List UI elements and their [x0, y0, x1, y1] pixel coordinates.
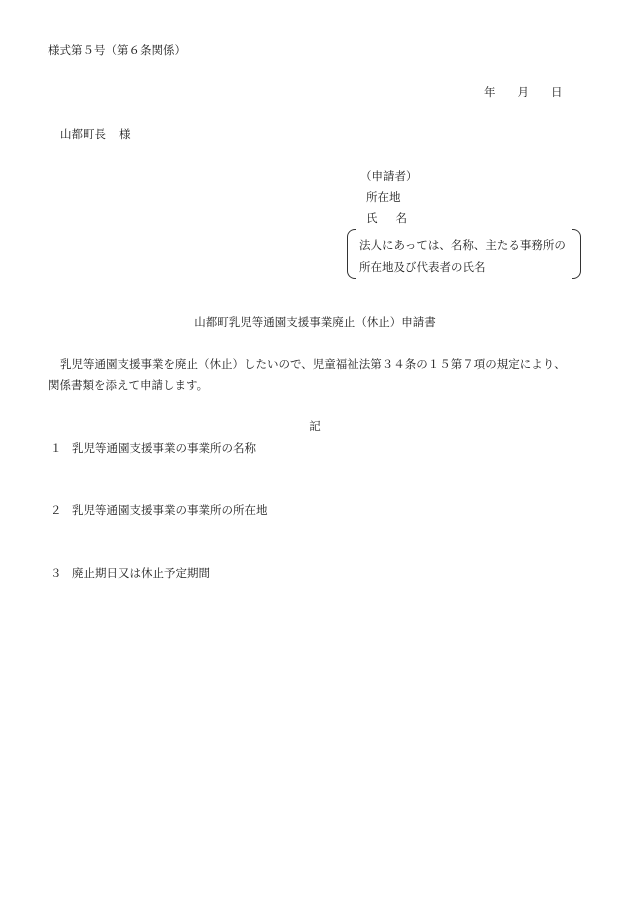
left-bracket	[347, 229, 356, 279]
body-text-line-1: 乳児等通園支援事業を廃止（休止）したいので、児童福祉法第３４条の１５第７項の規定により、	[60, 357, 566, 371]
applicant-note-line-1: 法人にあっては、名称、主たる事務所の	[359, 238, 566, 252]
list-item	[50, 505, 268, 517]
form-number: 様式第５号（第６条関係）	[48, 43, 186, 57]
list-item	[50, 443, 256, 455]
ki-heading: 記	[309, 419, 321, 433]
body-text-line-2: 関係書類を添えて申請します。	[48, 378, 209, 392]
date-day-label: 日	[551, 85, 563, 99]
applicant-name-label-part1: 氏	[366, 211, 378, 225]
document-title: 山都町乳児等通園支援事業廃止（休止）申請書	[194, 315, 436, 329]
applicant-note-box	[347, 229, 581, 279]
list-item-text: 廃止期日又は休止予定期間	[72, 566, 210, 580]
applicant-name-label	[366, 213, 407, 225]
list-item	[50, 568, 210, 580]
addressee-name: 山都町長	[60, 127, 106, 141]
applicant-address-label: 所在地	[366, 190, 401, 204]
list-item-text: 乳児等通園支援事業の事業所の所在地	[72, 503, 268, 517]
list-item-number: １	[50, 441, 62, 455]
applicant-label: （申請者）	[360, 169, 418, 183]
right-bracket	[572, 229, 581, 279]
applicant-name-label-part2: 名	[395, 211, 407, 225]
addressee	[60, 129, 131, 141]
addressee-honorific: 様	[119, 127, 131, 141]
date-year-label: 年	[484, 85, 496, 99]
list-item-number: ２	[50, 503, 62, 517]
applicant-note-line-2: 所在地及び代表者の氏名	[359, 260, 486, 274]
date-month-label: 月	[517, 85, 529, 99]
date-line	[484, 87, 563, 99]
list-item-text: 乳児等通園支援事業の事業所の名称	[72, 441, 256, 455]
list-item-number: ３	[50, 566, 62, 580]
